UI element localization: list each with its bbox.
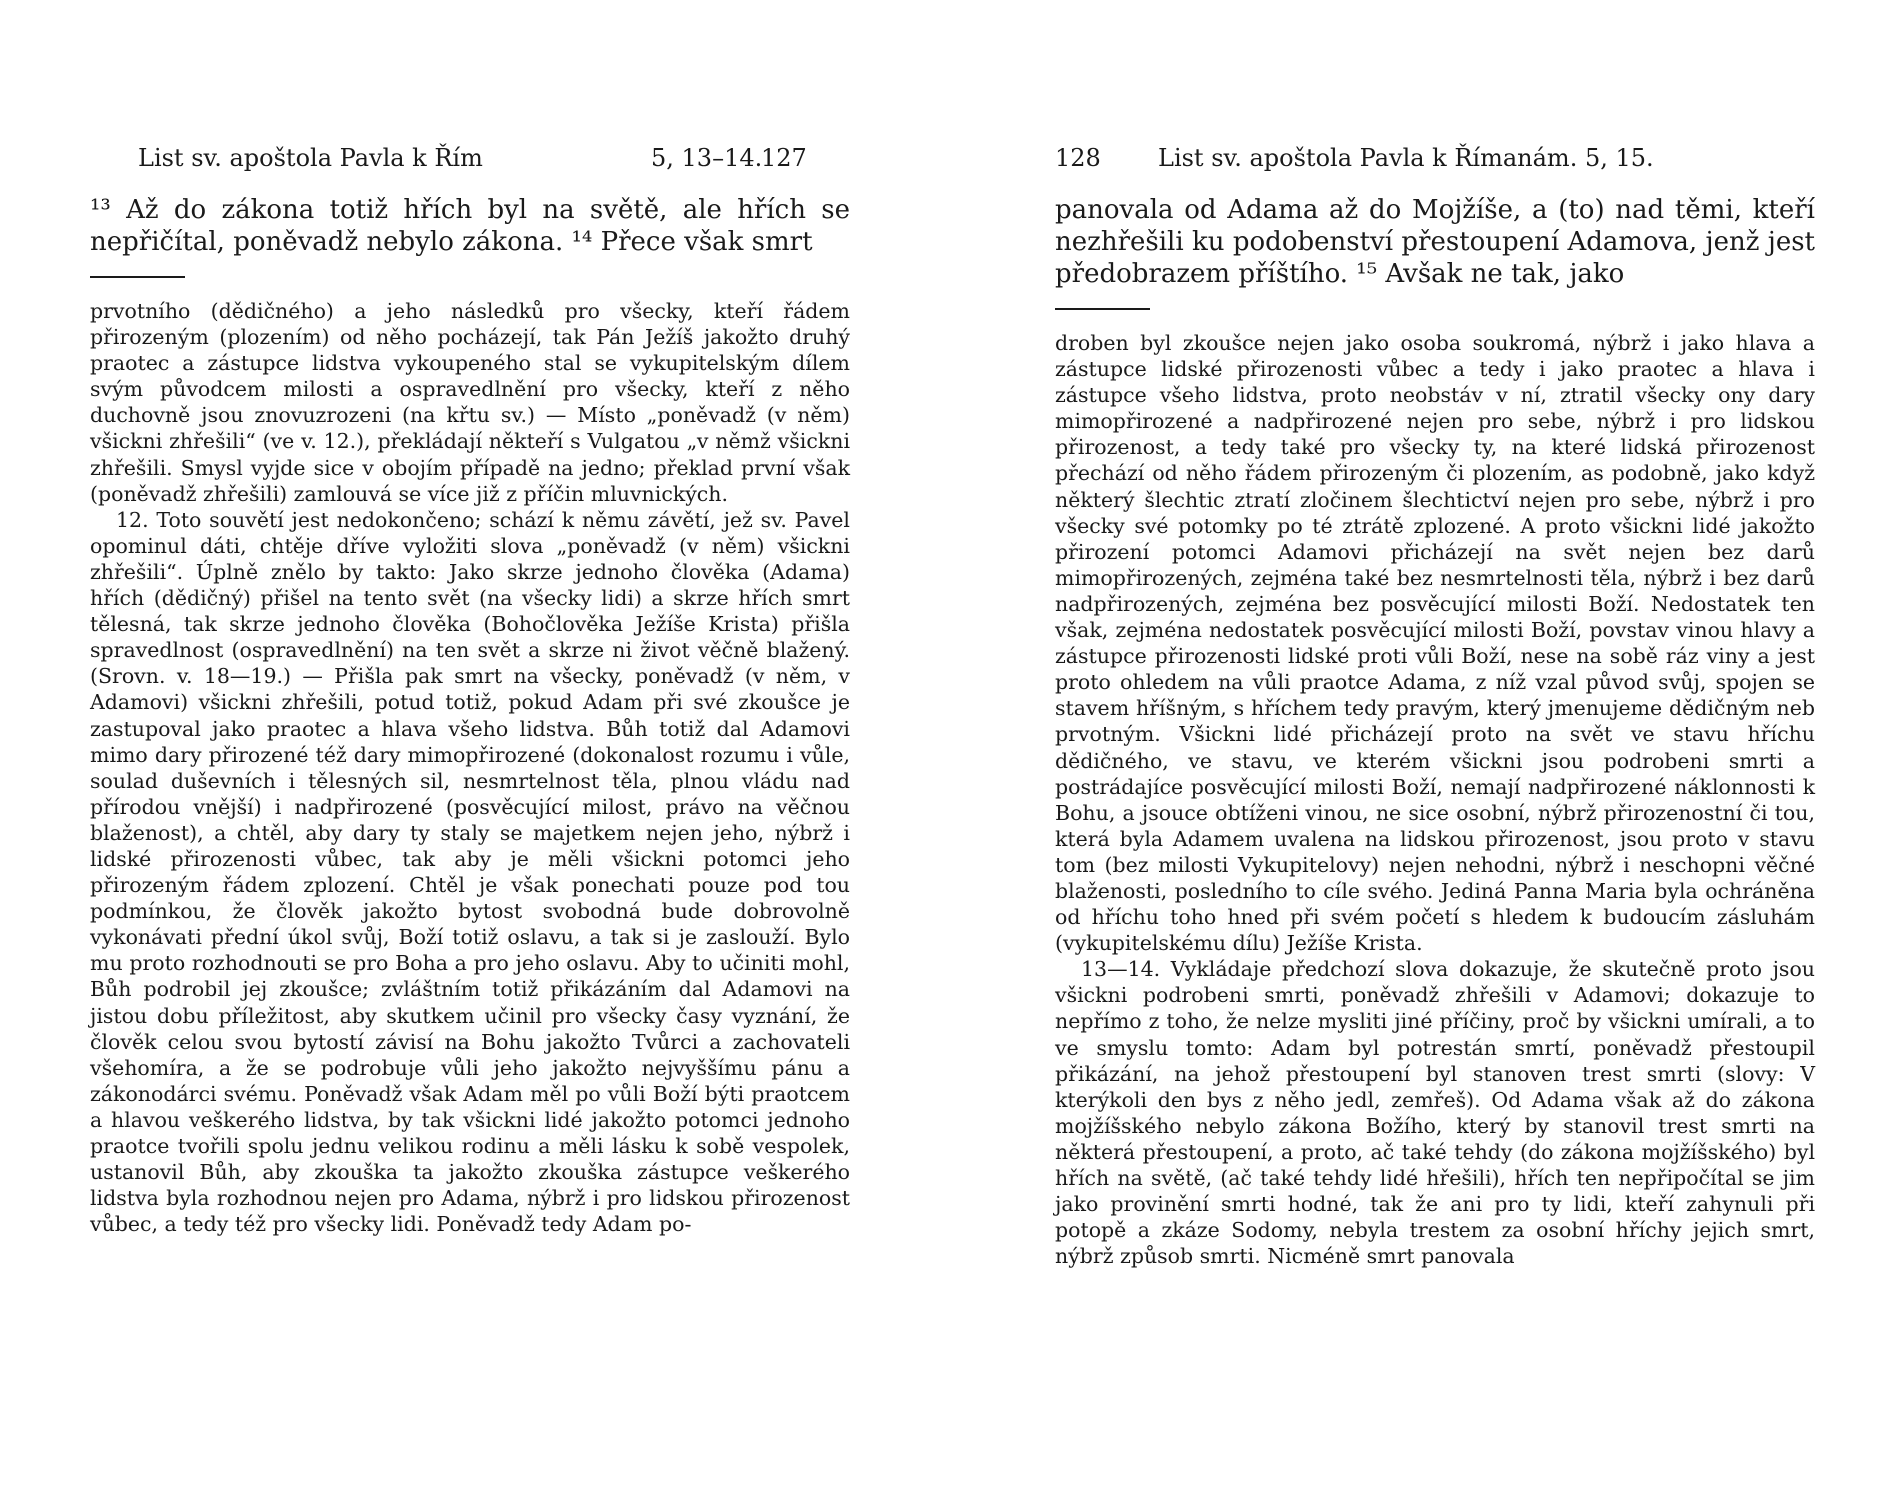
commentary-paragraph: droben byl zkoušce nejen jako osoba soukromá, nýbrž i jako hlava a zástupce lidské přirozenosti vůbec a tedy i jako praotec a hlava i zástupce všeho lidstva, proto neobstáv v ní, ztratil všecky ony dary mimopřirozené a nadpřirozené nejen pro sebe, nýbrž i pro lidskou přirozenost, a tedy také pro všecky ty, na které lidská přirozenost přechází od něho řádem přirozeným či plozením, as podobně, jako když některý šlechtic ztratí zločinem šlechtictví nejen pro sebe, nýbrž i pro všecky své potomky po té ztrátě zplozené. A proto všickni lidé jakožto přirození potomci Adamovi přicházejí na svět nejen bez darů mimopřirozených, zejména také bez nesmrtelnosti těla, nýbrž i bez darů nadpřirozených, zejména bez posvěcující milosti Boží. Nedostatek ten však, zejména nedostatek posvěcující milosti Boží, povstav vinou hlavy a zástupce přirozenosti lidské proti vůli Boží, nese na sobě ráz viny a jest proto ohledem na vůli praotce Adama, z níž vzal původ svůj, spojen se stavem hříšným, s hříchem tedy pravým, který jmenujeme dědičným neb prvotným. Všickni lidé přicházejí proto na svět ve stavu hříchu dědičného, ve stavu, ve kterém všickni jsou podrobeni smrti a postrádajíce posvěcující milosti Boží, nemají nadpřirozené náklonnosti k Bohu, a jsouce obtíženi vinou, ne sice osobní, nýbrž přirozenostní či tou, která byla Adamem uvalena na lidskou přirozenost, jsou proto v stavu tom (bez milosti Vykupitelovy) nejen nehodni, nýbrž i neschopni věčné blaženosti, posledního to cíle svého. Jediná Panna Maria byla ochráněna od hříchu toho hned při svém početí s hledem k budoucím zásluhám (vykupitelskému dílu) Ježíše Krista. bbox=[1055, 331, 1815, 956]
commentary bbox=[90, 298, 850, 1237]
main-paragraph: panovala od Adama až do Mojžíše, a (to) nad těmi, kteří nezhřešili ku podobenství přestoupení Adamova, jenž jest předobrazem příštího. ¹⁵ Avšak ne tak, jako bbox=[1055, 195, 1815, 289]
commentary-paragraph: prvotního (dědičného) a jeho následků pro všecky, kteří řádem přirozeným (plozením) od něho pocházejí, tak Pán Ježíš jakožto druhý praotec a zástupce lidstva vykoupeného stal se vykupitelským dílem svým původcem milosti a ospravedlnění pro všecky, kteří z něho duchovně jsou znovuzrozeni (na křtu sv.) — Místo „poněvadž (v něm) všickni zhřešili“ (ve v. 12.), překládají někteří s Vulgatou „v němž všickni zhřešili. Smysl vyjde sice v obojím případě na jedno; překlad první však (poněvadž zhřešili) zamlouvá se více již z příčin mluvnických. bbox=[90, 299, 850, 506]
running-title: List sv. apoštola Pavla k Řím bbox=[138, 144, 483, 172]
footnote-separator bbox=[1055, 308, 1150, 310]
right-page bbox=[1055, 140, 1815, 1269]
main-text bbox=[90, 194, 850, 258]
main-text bbox=[1055, 194, 1815, 290]
page-number: 128 bbox=[1055, 144, 1101, 172]
left-page bbox=[90, 140, 850, 1237]
page-number: 127 bbox=[761, 144, 807, 172]
running-header bbox=[90, 140, 850, 176]
main-paragraph: ¹³ Až do zákona totiž hřích byl na světě, ale hřích se nepřičítal, poněvadž nebylo zákona. ¹⁴ Přece však smrt bbox=[90, 195, 850, 257]
footnote-separator bbox=[90, 276, 185, 278]
running-title: List sv. apoštola Pavla k Římanám. 5, 15. bbox=[1158, 144, 1654, 172]
chapter-verse-reference: 5, 13–14. bbox=[651, 144, 763, 172]
commentary-paragraph: 12. Toto souvětí jest nedokončeno; schází k němu závětí, jež sv. Pavel opominul dáti, chtěje dříve vyložiti slova „poněvadž (v něm) všickni zhřešili“. Úplně znělo by takto: Jako skrze jednoho člověka (Adama) hřích (dědičný) přišel na tento svět (na všecky lidi) a skrze hřích smrt tělesná, tak skrze jednoho člověka (Bohočlověka Ježíše Krista) přišla spravedlnost (ospravedlnění) na ten svět a skrze ni život věčně blažený. (Srovn. v. 18—19.) — Přišla pak smrt na všecky, poněvadž (v něm, v Adamovi) všickni zhřešili, potud totiž, pokud Adam při své zkoušce je zastupoval jako praotec a hlava všeho lidstva. Bůh totiž dal Adamovi mimo dary přirozené též dary mimopřirozené (dokonalost rozumu i vůle, soulad duševních i tělesných sil, nesmrtelnost těla, plnou vládu nad přírodou vnější) i nadpřirozené (posvěcující milost, právo na věčnou blaženost), a chtěl, aby dary ty staly se majetkem nejen jeho, nýbrž i lidské přirozenosti vůbec, tak aby je měli všickni potomci jeho přirozeným řádem zplození. Chtěl je však ponechati pouze pod tou podmínkou, že člověk jakožto bytost svobodná bude dobrovolně vykonávati přední úkol svůj, Boží totiž oslavu, a tak si je zaslouží. Bylo mu proto rozhodnouti se pro Boha a pro jeho oslavu. Aby to učiniti mohl, Bůh podrobil jej zkoušce; zvláštním totiž přikázáním dal Adamovi na jistou dobu příležitost, aby skutkem učinil pro všecky časy vyznání, že člověk celou svou bytostí závisí na Bohu jakožto Tvůrci a zachovateli všehomíra, a že se podrobuje vůli jeho jakožto nejvyššímu pánu a zákonodárci svému. Poněvadž však Adam měl po vůli Boží býti praotcem a hlavou veškerého lidstva, by tak všickni lidé jakožto potomci jednoho praotce tvořili spolu jednu velikou rodinu a měli lásku k sobě vespolek, ustanovil Bůh, aby zkouška ta jakožto zkouška zástupce veškerého lidstva byla rozhodnou nejen pro Adama, nýbrž i pro lidskou přirozenost vůbec, a tedy též pro všecky lidi. Poněvadž tedy Adam po- bbox=[90, 507, 850, 1237]
commentary-paragraph: 13—14. Vykládaje předchozí slova dokazuje, že skutečně proto jsou všickni podrobeni smrti, poněvadž zhřešili v Adamovi; dokazuje to nepřímo z toho, že nelze mysliti jiné příčiny, proč by všickni umírali, a to ve smyslu tomto: Adam byl potrestán smrtí, poněvadž přestoupil přikázání, na jehož přestoupení byl stanoven trest smrti (slovy: V kterýkoli den bys z něho jedl, zemřeš). Od Adama však až do zákona mojžíšského nebylo zákona Božího, který by stanovil trest smrti na některá přestoupení, a proto, ač také tehdy (do zákona mojžíšského) byl hřích na světě, (ač také tehdy lidé hřešili), hřích ten nepřipočítal se jim jako provinění smrti hodné, tak že ani pro ty lidi, kteří zahynuli při potopě a zkáze Sodomy, nebyla trestem za osobní hříchy jejich smrt, nýbrž způsob smrti. Nicméně smrt panovala bbox=[1055, 957, 1815, 1269]
running-header bbox=[1055, 140, 1815, 176]
commentary bbox=[1055, 330, 1815, 1269]
